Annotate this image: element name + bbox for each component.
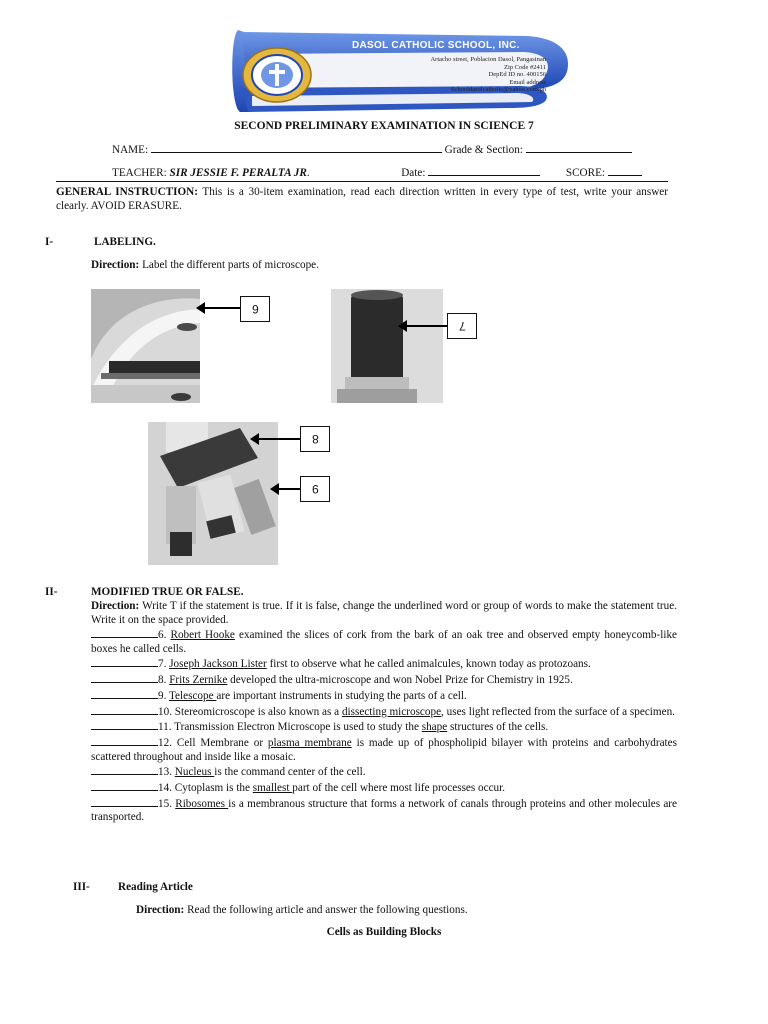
school-name-text [346, 36, 556, 52]
teacher-label: TEACHER: [112, 167, 167, 179]
answer-blank[interactable] [91, 780, 158, 791]
teacher-name: SIR JESSIE F. PERALTA JR [169, 167, 307, 179]
list-item: 15. Ribosomes is a membranous structure that forms a network of canals through proteins and other molecules are transported. [91, 797, 678, 824]
part2-numeral: II- [45, 586, 58, 598]
list-item: 9. Telescope are important instruments in studying the parts of a cell. [91, 688, 677, 704]
answer-blank[interactable] [91, 672, 158, 683]
address-line: Schooldasolcatholic@yahoo.com.ph [450, 86, 546, 94]
part3-direction [136, 904, 468, 916]
part3-numeral: III- [73, 881, 90, 893]
part3-title: Reading Article [118, 881, 193, 893]
direction-label: Direction: [136, 904, 185, 916]
list-item: 13. Nucleus is the command center of the cell. [91, 764, 677, 780]
list-item: 7. Joseph Jackson Lister first to observe what he called animalcules, known today as protozoans. [91, 656, 677, 672]
answer-blank[interactable] [91, 656, 158, 667]
direction-text: Label the different parts of microscope. [139, 259, 319, 271]
instruction-label: GENERAL INSTRUCTION: [56, 186, 198, 198]
list-item: 6. Robert Hooke examined the slices of cork from the bark of an oak tree and observed empty honeycomb-like boxes he called cells. [91, 629, 678, 655]
answer-blank[interactable] [91, 735, 158, 746]
exam-title: SECOND PRELIMINARY EXAMINATION IN SCIENCE 7 [234, 120, 534, 132]
date-label: Date: [401, 167, 426, 179]
name-label: NAME: [112, 144, 149, 156]
answer-blank[interactable] [91, 688, 158, 699]
part1-title: LABELING. [94, 236, 156, 248]
label-box-8[interactable]: 8 [300, 426, 330, 452]
address-line: DepEd ID no. 400156 [488, 71, 546, 79]
score-label: SCORE: [565, 167, 606, 179]
svg-text:DASOL CATHOLIC SCHOOL, INC.: DASOL CATHOLIC SCHOOL, INC. [352, 40, 520, 51]
list-item: 8. Frits Zernike developed the ultra-microscope and won Nobel Prize for Chemistry in 1925. [91, 672, 677, 688]
address-line: Artacho street, Poblacion Dasol, Pangasinan [430, 56, 546, 63]
list-item: 11. Transmission Electron Microscope is used to study the shape structures of the cells. [91, 719, 677, 735]
microscope-stage-image [91, 289, 200, 403]
teacher-row [112, 165, 672, 179]
score-field[interactable] [608, 165, 642, 176]
part2-title: MODIFIED TRUE OR FALSE. [91, 586, 244, 598]
answer-blank[interactable] [91, 719, 158, 730]
part1-direction [91, 259, 319, 271]
divider [56, 181, 668, 182]
arrow-pointer [400, 325, 448, 327]
instruction-text: This is a 30-item examination, read each direction written in every type of test, write your answer clearly. AVOID ERASURE. [56, 186, 668, 212]
microscope-eyepiece-image [331, 289, 443, 403]
direction-text: Write T if the statement is true. If it is false, change the underlined word or group of words to make the statement true. Write it on the space provided. [91, 600, 677, 626]
direction-text: Read the following article and answer the following questions. [184, 904, 468, 916]
list-item: 10. Stereomicroscope is also known as a dissecting microscope, uses light reflected from the surface of a specimen. [91, 704, 677, 720]
label-box-7[interactable]: 7 [447, 313, 477, 339]
school-banner [228, 26, 573, 116]
direction-label: Direction: [91, 600, 140, 612]
list-item: 14. Cytoplasm is the smallest part of the cell where most life processes occur. [91, 780, 677, 796]
part2-direction [91, 600, 677, 627]
address-line: Zip Code #2411 [503, 63, 546, 71]
date-field[interactable] [428, 165, 540, 176]
part1-numeral: I- [45, 236, 54, 248]
school-address [346, 56, 546, 94]
arrow-pointer [198, 307, 240, 309]
answer-blank[interactable] [91, 627, 158, 638]
answer-blank[interactable] [91, 704, 158, 715]
grade-field[interactable] [526, 142, 632, 153]
label-box-6[interactable]: 6 [240, 296, 270, 322]
grade-label: Grade & Section: [444, 144, 523, 156]
answer-blank[interactable] [91, 796, 158, 807]
arrow-pointer [272, 488, 300, 490]
label-box-9[interactable]: 9 [300, 476, 330, 502]
name-row [112, 142, 672, 156]
address-line: Email address [509, 78, 546, 86]
direction-label: Direction: [91, 259, 140, 271]
true-false-list [91, 627, 677, 825]
arrow-pointer [252, 438, 300, 440]
school-seal [240, 46, 314, 104]
general-instruction [56, 186, 668, 213]
list-item: 12. Cell Membrane or plasma membrane is made up of phospholipid bilayer with proteins and carbohydrates scattered throughout and inside like a mosaic. [91, 736, 677, 763]
name-field[interactable] [151, 142, 442, 153]
teacher-suffix: . [306, 167, 310, 179]
answer-blank[interactable] [91, 764, 158, 775]
article-title: Cells as Building Blocks [326, 926, 442, 938]
